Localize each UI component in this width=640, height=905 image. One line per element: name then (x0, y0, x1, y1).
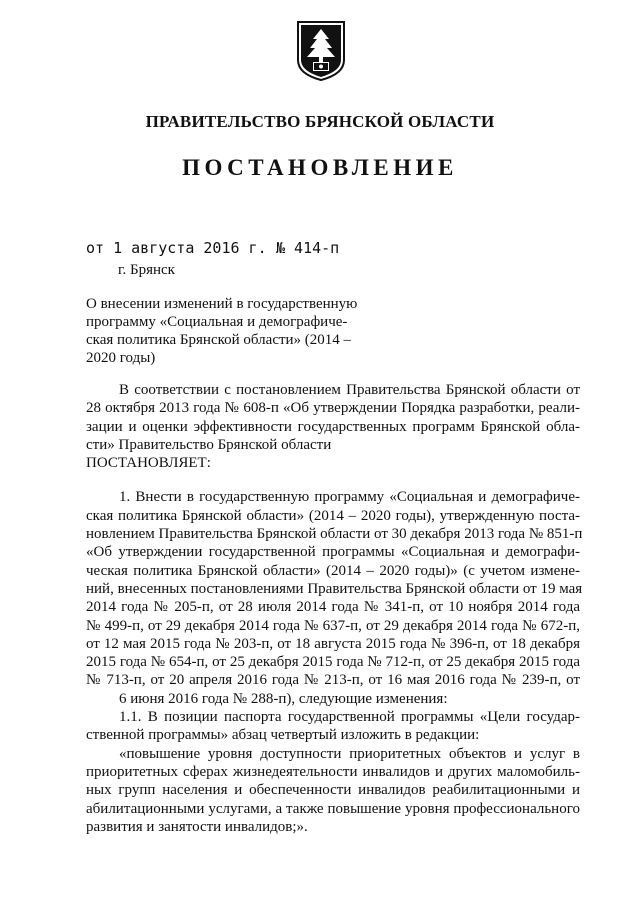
paragraph-gap (86, 472, 580, 488)
item1-line: «Об утверждении государственной программы «Социальная и демографи- (86, 544, 580, 561)
resolves-word: ПОСТАНОВЛЯЕТ: (86, 455, 211, 472)
document-date: от 1 августа 2016 г. (86, 239, 267, 257)
document-type-title: ПОСТАНОВЛЕНИЕ (182, 155, 458, 180)
item1-1-line: 1.1. В позиции паспорта государственной программы «Цели государ- (119, 709, 580, 726)
document-city: г. Брянск (118, 262, 175, 278)
document-body (86, 381, 583, 836)
item1-line: 2015 года № 654-п, от 25 декабря 2015 года № 712-п, от 25 декабря 2015 года (86, 654, 580, 671)
preamble-line: зации и оценки эффективности государственных программ Брянской обла- (86, 418, 580, 435)
coat-of-arms-icon (296, 20, 346, 82)
item1-line: № 499-п, от 29 декабря 2014 года № 637-п, от 29 декабря 2014 года № 672-п, (86, 617, 580, 634)
item1-line: от 12 мая 2015 года № 203-п, от 18 августа 2015 года № 396-п, от 18 декабря (86, 635, 580, 652)
subject-line: 2020 годы) (86, 350, 156, 366)
subject-line: программу «Социальная и демографиче- (86, 314, 348, 330)
quote-line: развития и занятости инвалидов;». (86, 818, 308, 835)
preamble-line: сти» Правительство Брянской области (86, 436, 332, 453)
document-subject (86, 295, 376, 367)
item1-line: ческая политика Брянской области» (2014 – 2020 годы)» (с учетом измене- (86, 562, 580, 579)
date-line (86, 239, 340, 257)
item1-line: новлением Правительства Брянской области от 30 декабря 2013 года № 851-п (86, 526, 583, 543)
subject-line: ская политика Брянской области» (2014 – (86, 332, 352, 348)
item1-line: 6 июня 2016 года № 288-п), следующие изменения: (119, 690, 448, 707)
item1-line: 2014 года № 205-п, от 28 июля 2014 года № 341-п, от 10 ноября 2014 года (86, 599, 580, 616)
item1-line: № 713-п, от 20 апреля 2016 года № 213-п, от 16 мая 2016 года № 239-п, от (86, 672, 580, 689)
item1-line: 1. Внести в государственную программу «Социальная и демографиче- (119, 489, 580, 506)
subject-line: О внесении изменений в государственную (86, 296, 358, 312)
item1-line: ний, внесенных постановлениями Правительства Брянской области от 19 мая (86, 580, 583, 597)
quote-line: ных групп населения и обеспеченности инвалидов реабилитационными и (86, 782, 580, 799)
preamble-line: В соответствии с постановлением Правительства Брянской области от (119, 382, 580, 398)
quote-line: приоритетных сферах жизнедеятельности инвалидов и других маломобиль- (86, 763, 580, 780)
item1-line: ская политика Брянской области» (2014 – 2020 годы), утвержденную поста- (86, 507, 580, 524)
preamble-line: 28 октября 2013 года № 608-п «Об утверждении Порядка разработки, реали- (86, 400, 580, 417)
item1-1-line: ственной программы» абзац четвертый изложить в редакции: (86, 727, 480, 744)
organization-title: ПРАВИТЕЛЬСТВО БРЯНСКОЙ ОБЛАСТИ (145, 112, 495, 131)
document-number: № 414-п (276, 239, 340, 257)
quote-line: «повышение уровня доступности приоритетных объектов и услуг в (119, 745, 580, 762)
quote-line: абилитационными услугами, а также повышение уровня профессионального (86, 800, 580, 817)
